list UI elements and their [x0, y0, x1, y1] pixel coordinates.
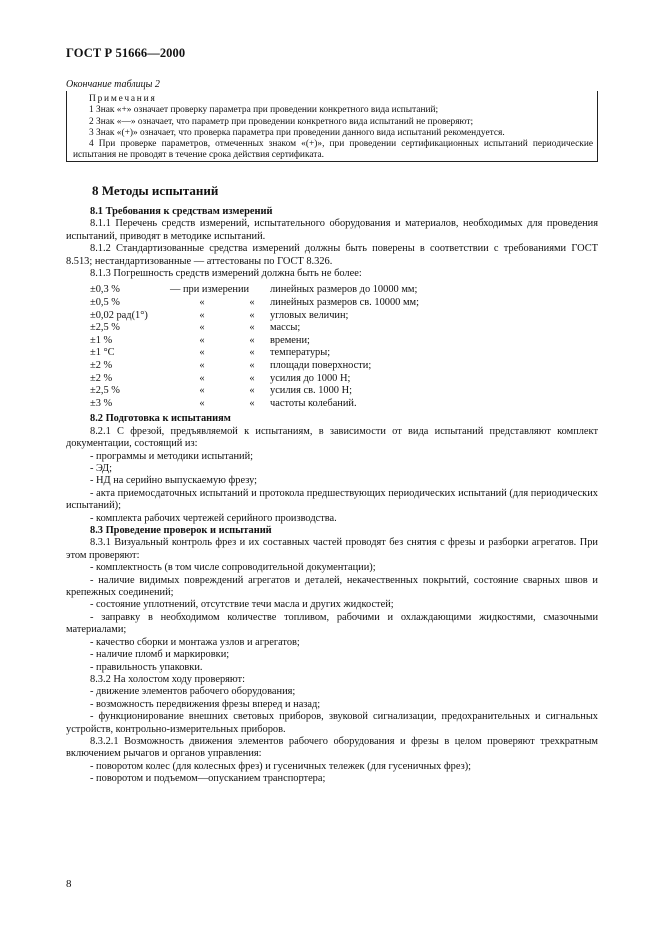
- accuracy-row: [90, 284, 598, 297]
- accuracy-quantity: усилия до 1000 Н;: [270, 372, 351, 384]
- accuracy-quantity: частоты колебаний.: [270, 397, 357, 409]
- accuracy-row: [90, 322, 598, 335]
- ditto-mark: «: [199, 360, 205, 371]
- accuracy-value: ±1 °С: [90, 347, 115, 359]
- subsection-title: 8.2 Подготовка к испытаниям: [90, 413, 231, 425]
- accuracy-qualifier: — при измерении: [170, 284, 250, 296]
- ditto-mark: «: [249, 360, 255, 371]
- accuracy-row: [90, 398, 598, 411]
- list-item: - комплекта рабочих чертежей серийного производства.: [90, 512, 337, 524]
- note-item: 2 Знак «—» означает, что параметр при проведении конкретного вида испытаний не проверяют;: [89, 116, 474, 127]
- ditto-mark: «: [249, 385, 255, 397]
- accuracy-row: [90, 385, 598, 398]
- list-item: - комплектность (в том числе сопроводительной документации);: [90, 562, 376, 574]
- section-body: [66, 206, 598, 786]
- page-number: 8: [66, 878, 72, 890]
- paragraph: 8.3.2.1 Возможность движения элементов рабочего оборудования и фрезы в целом проверяют трехкратным включением рычагов и органов управления:: [66, 735, 598, 760]
- ditto-mark: «: [199, 334, 205, 346]
- subsection-title: 8.3 Проведение проверок и испытаний: [90, 525, 272, 537]
- ditto-mark: «: [199, 297, 205, 309]
- subsection-title: 8.1 Требования к средствам измерений: [90, 206, 273, 217]
- notes-box: [66, 91, 598, 162]
- list-item: - наличие пломб и маркировки;: [90, 649, 230, 661]
- paragraph: 8.2.1 С фрезой, предъявляемой к испытаниям, в зависимости от вида испытаний представляют комплект документации, состоящий из:: [66, 425, 598, 450]
- list-item: - наличие видимых повреждений агрегатов и деталей, некачественных покрытий, состояние сварных швов и крепежных соединений;: [66, 574, 598, 599]
- ditto-mark: «: [249, 372, 255, 384]
- ditto-mark: «: [199, 309, 205, 321]
- accuracy-quantity: площади поверхности;: [270, 360, 372, 371]
- list-item: - ЭД;: [90, 463, 113, 474]
- accuracy-row: [90, 360, 598, 373]
- list-item: - возможность передвижения фрезы вперед и назад;: [90, 698, 321, 710]
- list-item: - заправку в необходимом количестве топливом, рабочими и охлаждающими жидкостями, смазочными материалами;: [66, 611, 598, 636]
- list-item: - движение элементов рабочего оборудования;: [90, 686, 296, 698]
- accuracy-value: ±1 %: [90, 334, 113, 346]
- ditto-mark: «: [249, 309, 255, 321]
- accuracy-row: [90, 297, 598, 310]
- accuracy-row: [90, 373, 598, 386]
- accuracy-quantity: линейных размеров до 10000 мм;: [270, 284, 418, 296]
- list-item: - НД на серийно выпускаемую фрезу;: [90, 475, 258, 487]
- note-item: 4 При проверке параметров, отмеченных знаком «(+)», при проведении сертификационных испытаний периодические испытания не проводят в течение срока действия сертификата.: [73, 139, 593, 161]
- ditto-mark: «: [249, 297, 255, 309]
- accuracy-quantity: угловых величин;: [270, 309, 349, 321]
- accuracy-value: ±0,5 %: [90, 297, 120, 309]
- accuracy-value: ±3 %: [90, 397, 113, 409]
- accuracy-value: ±2,5 %: [90, 385, 120, 397]
- ditto-mark: «: [249, 347, 255, 359]
- paragraph: 8.1.1 Перечень средств измерений, испытательного оборудования и материалов, необходимых для проведения испытаний, приводят в методике испытаний.: [66, 218, 598, 242]
- list-item: - программы и методики испытаний;: [90, 450, 254, 462]
- note-item: 3 Знак «(+)» означает, что проверка параметра при проведении данного вида испытаний рекомендуется.: [89, 127, 505, 138]
- list-item: - акта приемосдаточных испытаний и протокола предшествующих периодических испытаний (для периодических испытаний);: [66, 487, 598, 512]
- accuracy-quantity: времени;: [270, 334, 310, 346]
- accuracy-quantity: температуры;: [270, 347, 331, 359]
- accuracy-quantity: усилия св. 1000 Н;: [270, 385, 352, 397]
- standard-header: ГОСТ Р 51666—2000: [66, 46, 186, 60]
- accuracy-value: ±2 %: [90, 372, 113, 384]
- list-item: - функционирование внешних световых приборов, звуковой сигнализации, предохранительных и сигнальных устройств, контрольно-измерительных приборов.: [66, 711, 598, 735]
- ditto-mark: «: [199, 322, 205, 334]
- ditto-mark: «: [249, 334, 255, 346]
- accuracy-row: [90, 310, 598, 323]
- paragraph: 8.1.3 Погрешность средств измерений должна быть не более:: [90, 268, 362, 280]
- accuracy-value: ±2 %: [90, 360, 113, 371]
- list-item: - поворотом и подъемом—опусканием транспортера;: [90, 773, 326, 785]
- ditto-mark: «: [249, 397, 255, 409]
- list-item: - качество сборки и монтажа узлов и агрегатов;: [90, 636, 300, 648]
- ditto-mark: «: [199, 385, 205, 397]
- paragraph: 8.3.1 Визуальный контроль фрез и их составных частей проводят без снятия с фрезы и разборки агрегатов. При этом проверяют:: [66, 537, 598, 561]
- list-item: - состояние уплотнений, отсутствие течи масла и других жидкостей;: [90, 599, 394, 611]
- accuracy-value: ±2,5 %: [90, 322, 120, 334]
- ditto-mark: «: [199, 347, 205, 359]
- accuracy-row: [90, 347, 598, 360]
- notes-title: Примечания: [89, 94, 157, 104]
- ditto-mark: «: [199, 397, 205, 409]
- ditto-mark: «: [249, 322, 255, 334]
- list-item: - правильность упаковки.: [90, 661, 203, 673]
- accuracy-value: ±0,02 рад(1°): [90, 309, 148, 321]
- paragraph: 8.1.2 Стандартизованные средства измерений должны быть поверены в соответствии с требованиями ГОСТ 8.513; нестандартизованные — аттестованы по ГОСТ 8.326.: [66, 243, 598, 267]
- section-title: 8 Методы испытаний: [92, 183, 219, 198]
- accuracy-row: [90, 335, 598, 348]
- note-item: 1 Знак «+» означает проверку параметра при проведении конкретного вида испытаний;: [89, 105, 439, 116]
- ditto-mark: «: [199, 372, 205, 384]
- table-caption: Окончание таблицы 2: [66, 79, 160, 90]
- accuracy-quantity: массы;: [270, 322, 301, 334]
- accuracy-value: ±0,3 %: [90, 284, 120, 296]
- accuracy-quantity: линейных размеров св. 10000 мм;: [270, 297, 419, 309]
- accuracy-list: [90, 284, 598, 410]
- list-item: - поворотом колес (для колесных фрез) и гусеничных тележек (для гусеничных фрез);: [90, 760, 472, 772]
- paragraph: 8.3.2 На холостом ходу проверяют:: [90, 673, 245, 685]
